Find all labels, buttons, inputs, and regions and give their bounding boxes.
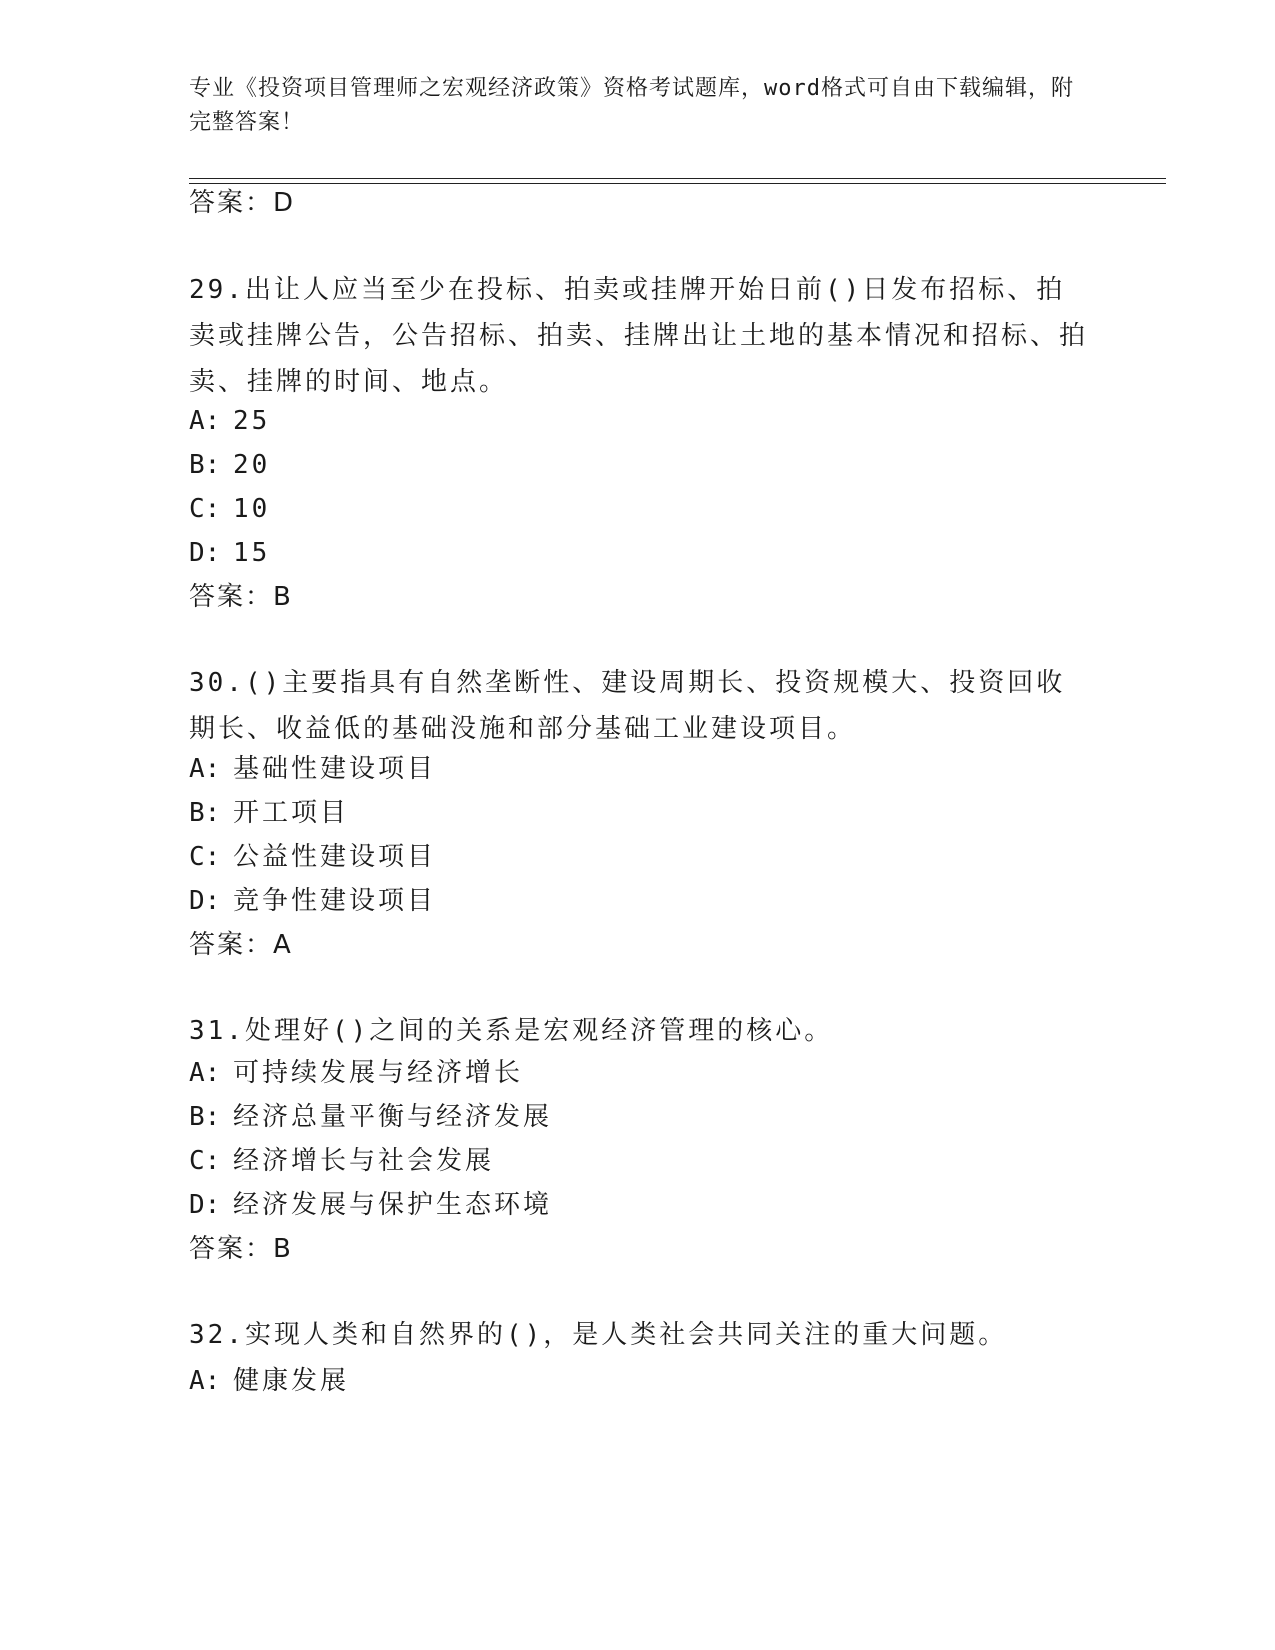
question-31-stem: 31.处理好()之间的关系是宏观经济管理的核心。 xyxy=(189,1016,834,1046)
document-header: 专业《投资项目管理师之宏观经济政策》资格考试题库，word格式可自由下载编辑，附完整答案！ xyxy=(189,76,1074,135)
question-30-option-d xyxy=(189,884,436,918)
option-key: A: xyxy=(189,1058,221,1088)
option-key: C: xyxy=(189,1146,221,1176)
header-divider-top xyxy=(189,178,1166,179)
option-text: 10 xyxy=(233,494,271,524)
question-29-stem: 29.出让人应当至少在投标、拍卖或挂牌开始日前()日发布招标、拍卖或挂牌公告，公告招标、拍卖、挂牌出让土地的基本情况和招标、拍卖、挂牌的时间、地点。 xyxy=(189,275,1089,397)
option-key: A: xyxy=(189,754,221,784)
option-key: A: xyxy=(189,1366,221,1396)
option-text: 竞争性建设项目 xyxy=(233,886,437,916)
question-29-answer: 答案：B xyxy=(189,582,293,612)
question-29-option-d xyxy=(189,536,270,570)
question-29-option-a xyxy=(189,404,270,438)
option-text: 开工项目 xyxy=(233,798,350,828)
option-key: A: xyxy=(189,406,221,436)
option-key: D: xyxy=(189,538,221,568)
option-key: B: xyxy=(189,450,221,480)
option-text: 基础性建设项目 xyxy=(233,754,437,784)
option-text: 经济发展与保护生态环境 xyxy=(233,1190,553,1220)
question-31-option-c xyxy=(189,1144,494,1178)
question-30-option-a xyxy=(189,752,436,786)
question-31-option-b xyxy=(189,1100,552,1134)
header-divider-bottom xyxy=(189,183,1166,184)
question-30-answer: 答案：A xyxy=(189,930,293,960)
question-31-option-a xyxy=(189,1056,523,1090)
question-32-option-a xyxy=(189,1364,349,1398)
option-key: C: xyxy=(189,842,221,872)
question-29-option-b xyxy=(189,448,270,482)
option-text: 15 xyxy=(233,538,271,568)
option-text: 经济总量平衡与经济发展 xyxy=(233,1102,553,1132)
option-text: 健康发展 xyxy=(233,1366,350,1396)
option-key: D: xyxy=(189,886,221,916)
option-key: B: xyxy=(189,1102,221,1132)
option-text: 公益性建设项目 xyxy=(233,842,437,872)
option-key: D: xyxy=(189,1190,221,1220)
question-29-option-c xyxy=(189,492,270,526)
previous-answer: 答案：D xyxy=(189,188,296,218)
option-key: C: xyxy=(189,494,221,524)
option-text: 20 xyxy=(233,450,271,480)
question-31-option-d xyxy=(189,1188,552,1222)
question-30-option-b xyxy=(189,796,349,830)
question-31-answer: 答案：B xyxy=(189,1234,293,1264)
question-32-stem: 32.实现人类和自然界的()，是人类社会共同关注的重大问题。 xyxy=(189,1320,1008,1350)
option-text: 25 xyxy=(233,406,271,436)
question-30-stem: 30.()主要指具有自然垄断性、建设周期长、投资规模大、投资回收期长、收益低的基础没施和部分基础工业建设项目。 xyxy=(189,668,1066,744)
option-key: B: xyxy=(189,798,221,828)
option-text: 可持续发展与经济增长 xyxy=(233,1058,524,1088)
option-text: 经济增长与社会发展 xyxy=(233,1146,495,1176)
question-30-option-c xyxy=(189,840,436,874)
